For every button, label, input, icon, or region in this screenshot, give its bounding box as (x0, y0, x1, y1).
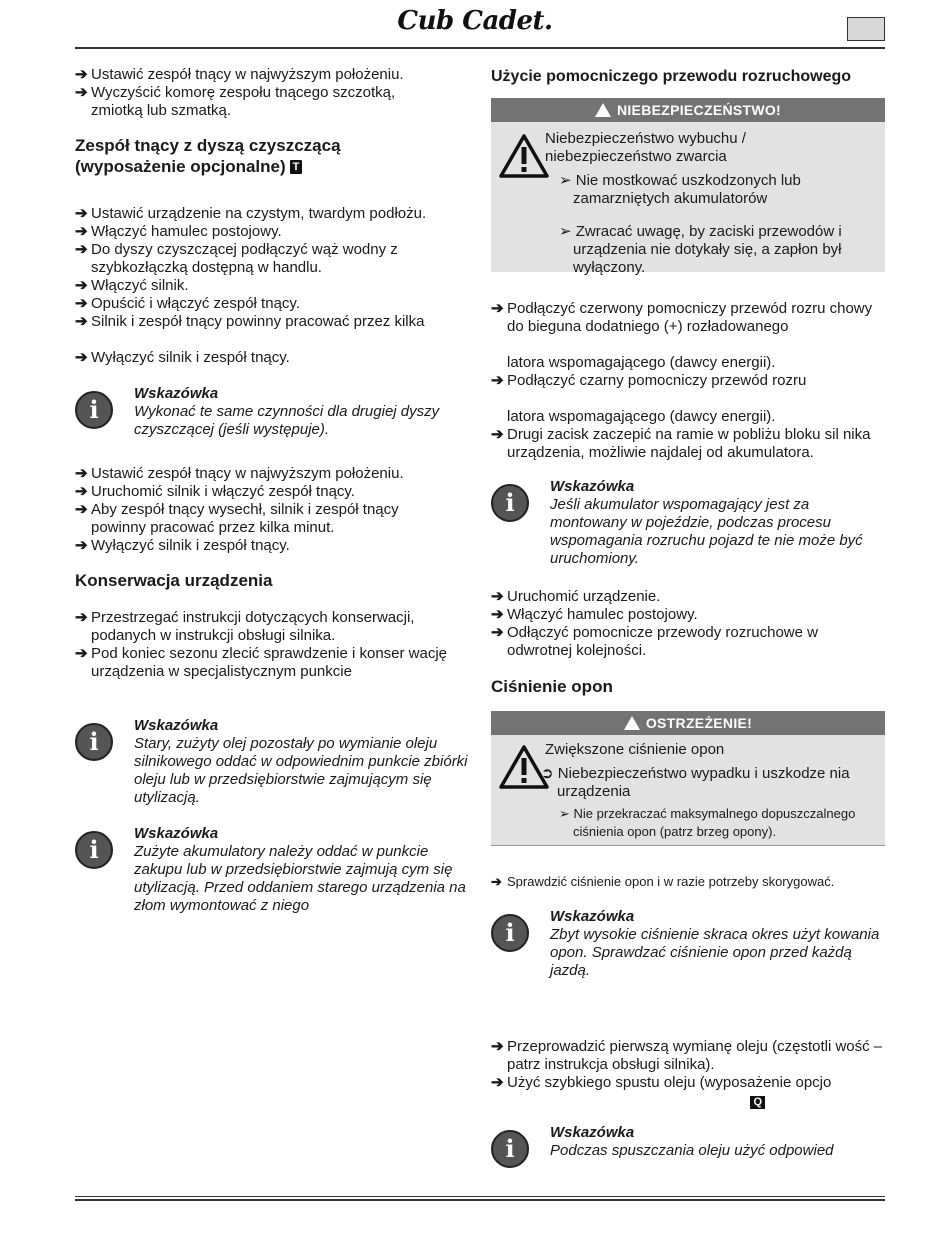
info-icon: i (75, 831, 113, 869)
hint-text: Stary, zużyty olej pozostały po wymianie oleju silnikowego oddać w odpowiednim punkcie zbiórki oleju lub w przedsiębiorstwie zajmującym się utylizacją. (134, 735, 468, 806)
warning-icon (595, 103, 611, 117)
hint-note (75, 825, 470, 915)
info-icon: i (491, 1130, 529, 1168)
list-item: ➔ Pod koniec sezonu zlecić sprawdzenie i konser wację urządzenia w specjalistycznym punkcie (75, 645, 448, 680)
list-item: ➔ Ustawić zespół tnący w najwyższym położeniu. (75, 66, 404, 83)
hint-text: Zbyt wysokie ciśnienie skraca okres użyt kowania opon. Sprawdzać ciśnienie opon przed każdą jazdą. (550, 926, 880, 979)
warning-header: OSTRZEŻENIE! (491, 711, 885, 735)
footer-rule-thick (75, 1199, 885, 1201)
list-item: ➔ Sprawdzić ciśnienie opon i w razie potrzeby skorygować. (491, 874, 835, 889)
list-item: ➔ Silnik i zespół tnący powinny pracować przez kilka (75, 313, 425, 330)
warning-triangle-icon (499, 134, 549, 178)
danger-header: NIEBEZPIECZEŃSTWO! (491, 98, 885, 122)
hint-text: Wykonać te same czynności dla drugiej dyszy czyszczącej (jeśli występuje). (134, 403, 440, 438)
danger-box (491, 98, 885, 276)
hint-note (491, 908, 885, 980)
page-number-box (847, 17, 885, 41)
hint-note (491, 1124, 885, 1172)
list-item: ➔ Użyć szybkiego spustu oleju (wyposażenie opcjo (491, 1074, 832, 1091)
hint-note (491, 478, 885, 568)
list-item: ➔ Ustawić zespół tnący w najwyższym położeniu. (75, 465, 404, 482)
section-title: Konserwacja urządzenia (75, 571, 273, 590)
brand-logo: Cub Cadet. (397, 6, 553, 36)
list-item: ➔ Przestrzegać instrukcji dotyczących konserwacji, podanych w instrukcji obsługi silnika. (75, 609, 415, 644)
hint-note (75, 717, 470, 807)
hint-title: Wskazówka (134, 385, 219, 402)
list-item-cont: latora wspomagającego (dawcy energii). (507, 354, 776, 371)
hint-text: Zużyte akumulatory należy oddać w punkcie zakupu lub w przedsiębiorstwie zajmują cym się utylizacją. Przed oddaniem starego urządzenia na złom wymontować z niego (134, 843, 466, 914)
warning-icon (624, 716, 640, 730)
section-title: Zespół tnący z dyszą czyszczącą (wyposażenie opcjonalne) T (75, 136, 341, 176)
danger-sub: ➢ Zwracać uwagę, by zaciski przewodów i urządzenia nie dotykały się, a zapłon był wyłączony. (559, 223, 842, 276)
header-rule (75, 47, 885, 49)
section-title: Użycie pomocniczego przewodu rozruchowego (491, 68, 852, 85)
list-item: ➔ Ustawić urządzenie na czystym, twardym podłożu. (75, 205, 427, 222)
list-item: ➔ Włączyć silnik. (75, 277, 189, 294)
option-badge-row (491, 1092, 885, 1110)
warning-sub: ➢ Nie przekraczać maksymalnego dopuszczalnego ciśnienia opon (patrz brzeg opony). (559, 806, 856, 839)
list-item: ➔ Aby zespół tnący wysechł, silnik i zespół tnący powinny pracować przez kilka minut. (75, 501, 399, 536)
hint-title: Wskazówka (134, 825, 219, 842)
option-badge-t: T (290, 160, 303, 174)
danger-sub: ➢ Nie mostkować uszkodzonych lub zamarzniętych akumulatorów (559, 172, 801, 207)
list-item: ➔ Odłączyć pomocnicze przewody rozruchowe w odwrotnej kolejności. (491, 624, 818, 659)
list-item: ➔ Wyłączyć silnik i zespół tnący. (75, 349, 290, 366)
hint-title: Wskazówka (134, 717, 219, 734)
warning-box (491, 711, 885, 846)
info-icon: i (75, 723, 113, 761)
right-column (491, 300, 885, 697)
right-column-lower (491, 873, 885, 1172)
warning-sub: ➲ Niebezpieczeństwo wypadku i uszkodze nia urządzenia (541, 765, 850, 800)
section-title: Ciśnienie opon (491, 677, 613, 696)
info-icon: i (491, 914, 529, 952)
list-item: ➔ Do dyszy czyszczącej podłączyć wąż wodny z szybkozłączką dostępną w handlu. (75, 241, 398, 276)
list-item: ➔ Drugi zacisk zaczepić na ramie w pobliżu bloku sil nika urządzenia, możliwie najdalej od akumulatora. (491, 426, 871, 461)
hint-title: Wskazówka (550, 1124, 635, 1141)
list-item-cont: latora wspomagającego (dawcy energii). (507, 408, 776, 425)
list-item: ➔ Przeprowadzić pierwszą wymianę oleju (częstotli wość – patrz instrukcja obsługi silnika). (491, 1038, 883, 1073)
list-item: ➔ Podłączyć czerwony pomocniczy przewód rozru chowy do bieguna dodatniego (+) rozładowanego (491, 300, 873, 335)
list-item: ➔ Uruchomić silnik i włączyć zespół tnący. (75, 483, 355, 500)
info-icon: i (75, 391, 113, 429)
hint-text: Podczas spuszczania oleju użyć odpowied (550, 1142, 834, 1159)
warning-triangle-icon (499, 745, 549, 789)
info-icon: i (491, 484, 529, 522)
option-badge-q: Q (750, 1096, 765, 1109)
hint-note (75, 385, 470, 439)
warning-line: Zwiększone ciśnienie opon (545, 741, 725, 758)
list-item: ➔ Włączyć hamulec postojowy. (491, 606, 698, 623)
danger-line: Niebezpieczeństwo wybuchu / niebezpieczeństwo zwarcia (545, 130, 746, 165)
hint-text: Jeśli akumulator wspomagający jest za montowany w pojeździe, podczas procesu wspomagania rozruchu pojazd te nie może być uruchomiony. (550, 496, 863, 567)
list-item: ➔ Wyłączyć silnik i zespół tnący. (75, 537, 290, 554)
list-item: ➔ Opuścić i włączyć zespół tnący. (75, 295, 300, 312)
list-item: ➔ Uruchomić urządzenie. (491, 588, 661, 605)
list-item: ➔ Włączyć hamulec postojowy. (75, 223, 282, 240)
hint-title: Wskazówka (550, 478, 635, 495)
hint-title: Wskazówka (550, 908, 635, 925)
left-column (75, 66, 470, 915)
footer-rule (75, 1196, 885, 1197)
list-item: ➔ Wyczyścić komorę zespołu tnącego szczotką, zmiotką lub szmatką. (75, 84, 396, 119)
list-item: ➔ Podłączyć czarny pomocniczy przewód rozru (491, 372, 807, 389)
